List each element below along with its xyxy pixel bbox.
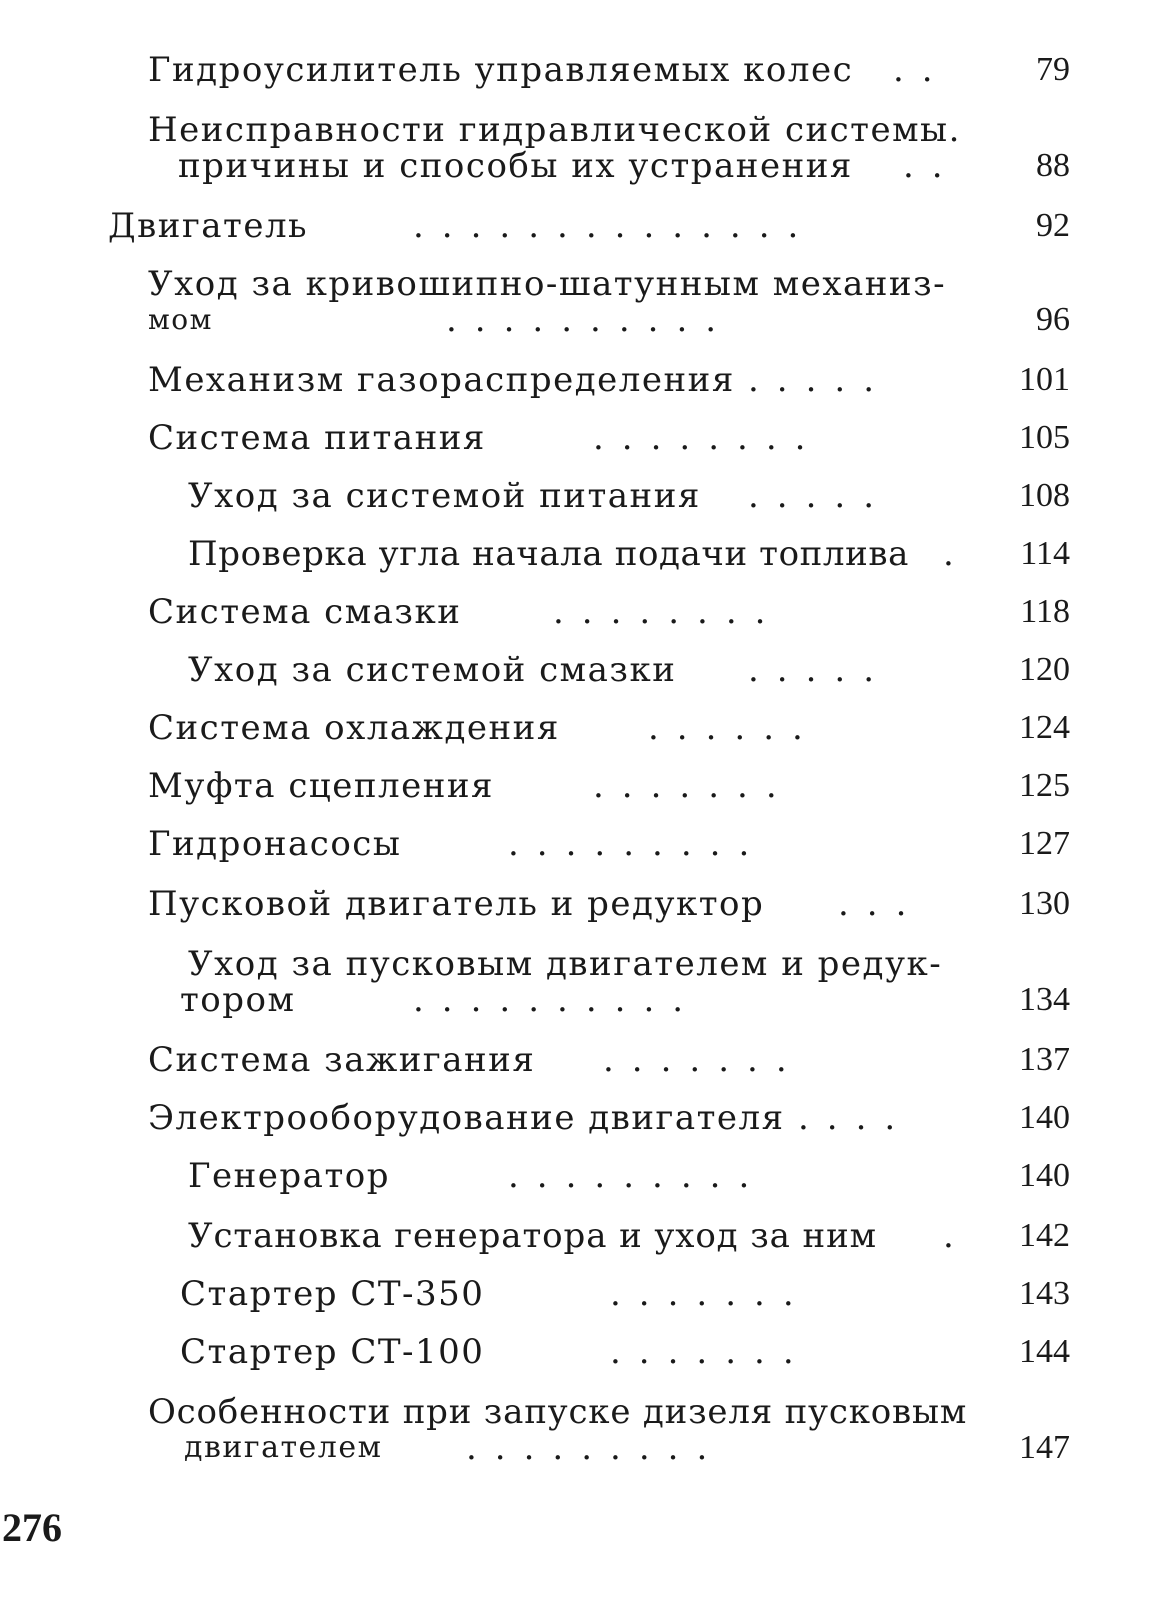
toc-page-number: 143 (1019, 1275, 1070, 1312)
toc-entry (148, 592, 784, 632)
leader-dots: ...... (648, 708, 821, 748)
toc-entry-title: Уход за системой питания (188, 476, 701, 516)
toc-entry (148, 1394, 967, 1466)
leader-dots: ..... (748, 360, 893, 400)
toc-page-number: 140 (1019, 1099, 1070, 1136)
toc-entry (148, 418, 824, 458)
toc-entry-title: Стартер СТ-100 (180, 1332, 485, 1372)
leader-dots: ..... (748, 650, 893, 690)
toc-page-number: 108 (1019, 477, 1070, 514)
toc-entry (148, 766, 795, 806)
toc-entry (148, 50, 951, 90)
toc-entry (180, 1274, 812, 1314)
toc-page-number: 101 (1019, 361, 1070, 398)
toc-entry-title-continued: двигателем (184, 1430, 383, 1465)
toc-page-number: 127 (1019, 825, 1070, 862)
leader-dots: .......... (413, 980, 702, 1020)
toc-page-number: 137 (1019, 1041, 1070, 1078)
toc-entry (180, 1332, 812, 1372)
toc-entry-title: Неисправности гидравлической системы. (148, 110, 961, 150)
toc-entry-title: Двигатель (108, 206, 309, 246)
toc-entry (148, 708, 821, 748)
toc-entry (188, 650, 893, 690)
toc-entry-title-continued: мом (148, 303, 213, 336)
toc-entry (148, 1040, 805, 1080)
toc-entry-title: Система зажигания (148, 1040, 536, 1080)
toc-page-number: 114 (1020, 535, 1070, 572)
toc-entry-title: Муфта сцепления (148, 766, 494, 806)
toc-entry-title: Генератор (188, 1156, 390, 1196)
toc-page-number: 130 (1019, 885, 1070, 922)
toc-entry-title: Установка генератора и уход за ним (188, 1216, 878, 1256)
toc-entry-title-continued: причины и способы их устранения (178, 146, 853, 186)
leader-dots: ..... (748, 476, 893, 516)
leader-dots: .. (893, 50, 951, 90)
leader-dots: ....... (593, 766, 795, 806)
toc-entry-title-continued: тором (180, 980, 296, 1020)
toc-page-number: 92 (1036, 207, 1070, 244)
toc-entry (188, 1156, 768, 1196)
toc-page-number: 134 (1019, 981, 1070, 1018)
toc-page-number: 142 (1019, 1217, 1070, 1254)
leader-dots: .... (798, 1098, 914, 1138)
toc-entry (148, 360, 893, 400)
leader-dots: . (943, 1216, 972, 1256)
leader-dots: ....... (603, 1040, 805, 1080)
toc-entry-title: Механизм газораспределения (148, 360, 735, 400)
toc-entry-title: Электрооборудование двигателя (148, 1098, 785, 1138)
leader-dots: .. (903, 146, 961, 186)
leader-dots: .............. (413, 206, 817, 246)
toc-entry (180, 944, 943, 1020)
leader-dots: . (943, 534, 972, 574)
toc-entry-title: Уход за системой смазки (188, 650, 677, 690)
leader-dots: ....... (610, 1274, 812, 1314)
toc-page-number: 118 (1020, 593, 1070, 630)
leader-dots: ......... (466, 1428, 726, 1468)
toc-entry-title: Гидроусилитель управляемых колес (148, 50, 854, 90)
toc-entry-title: Уход за пусковым двигателем и редук- (188, 944, 943, 984)
toc-entry-title: Стартер СТ-350 (180, 1274, 485, 1314)
toc-entry-title: Пусковой двигатель и редуктор (148, 884, 765, 924)
leader-dots: ........ (593, 418, 824, 458)
toc-page-number: 88 (1036, 147, 1070, 184)
toc-page-number: 147 (1019, 1429, 1070, 1466)
toc-entry (188, 1216, 972, 1256)
toc-page-number: 144 (1019, 1333, 1070, 1370)
toc-page-number: 124 (1019, 709, 1070, 746)
toc-page-number: 120 (1019, 651, 1070, 688)
toc-page-number: 105 (1019, 419, 1070, 456)
leader-dots: ......... (508, 824, 768, 864)
toc-entry (148, 824, 768, 864)
toc-entry-title: Проверка угла начала подачи топлива (188, 534, 909, 574)
toc-entry (188, 534, 972, 574)
toc-entry (148, 266, 946, 338)
toc-page-number: 79 (1036, 51, 1070, 88)
toc-entry (108, 206, 817, 246)
toc-entry (148, 1098, 914, 1138)
toc-entry (148, 884, 925, 924)
toc-entry-title: Система смазки (148, 592, 462, 632)
leader-dots: ....... (610, 1332, 812, 1372)
toc-page-number: 140 (1019, 1157, 1070, 1194)
toc-entry-title: Система охлаждения (148, 708, 560, 748)
page-number: 276 (2, 1505, 62, 1550)
leader-dots: ........ (553, 592, 784, 632)
toc-page-number: 125 (1019, 767, 1070, 804)
toc-entry-title: Система питания (148, 418, 486, 458)
toc-page-number: 96 (1036, 301, 1070, 338)
toc-entry-title: Гидронасосы (148, 824, 402, 864)
toc-entry (188, 476, 893, 516)
leader-dots: ......... (508, 1156, 768, 1196)
toc-entry-title: Уход за кривошипно-шатунным механиз- (148, 264, 947, 304)
leader-dots: ... (838, 884, 925, 924)
leader-dots: .......... (446, 300, 735, 340)
toc-entry-title: Особенности при запуске дизеля пусковым (148, 1392, 968, 1432)
toc-entry (148, 112, 961, 184)
